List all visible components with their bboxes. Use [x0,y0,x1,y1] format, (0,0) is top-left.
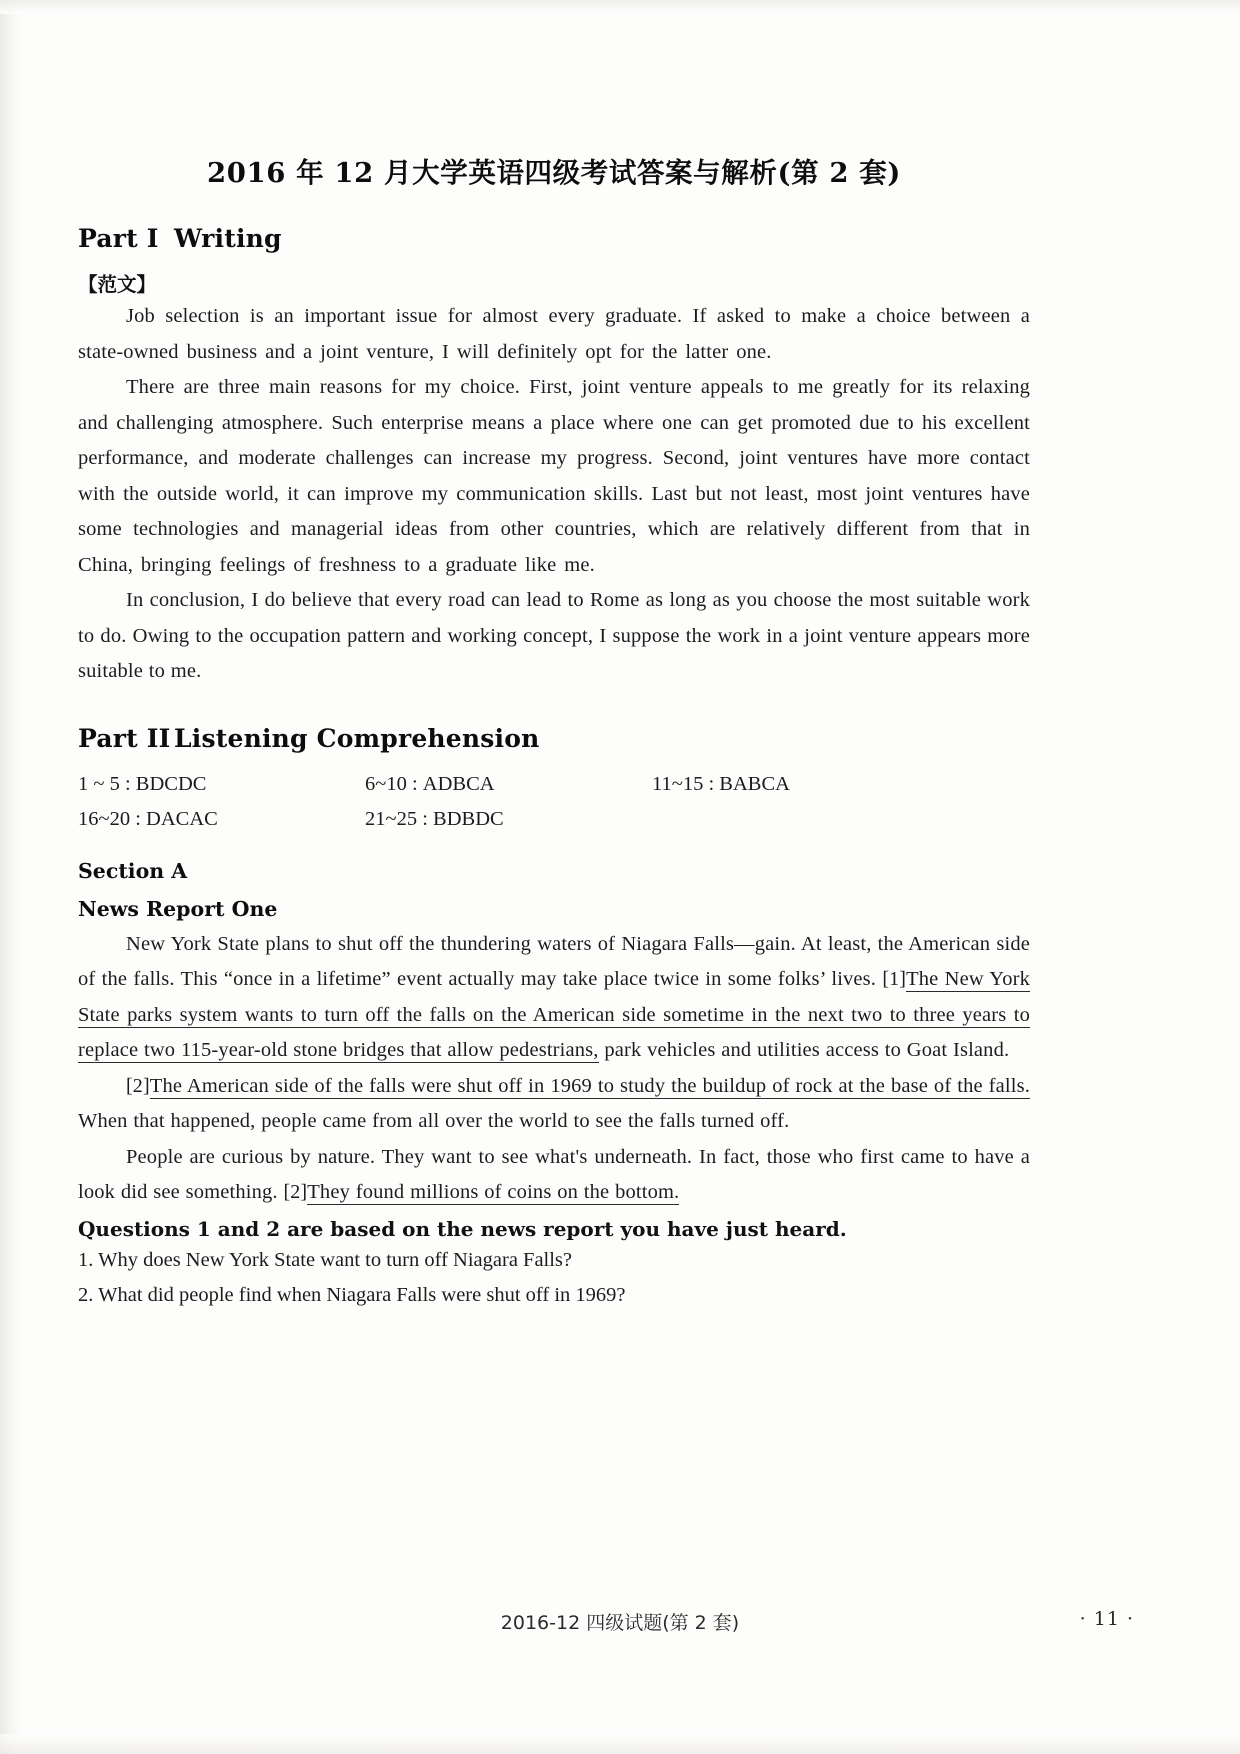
answer-letters: DACAC [146,807,218,830]
part-2-name: Listening Comprehension [174,723,540,753]
footer-page-number: · 11 · [1079,1608,1134,1630]
answer-separator: : [135,807,141,830]
paragraph-lead-text: New York State plans to shut off the thundering waters of Niagara Falls—gain. At least, the American side of the falls. This “once in a lifetime” event actually may take place twice in some folks’ lives. [78,932,1030,990]
answer-letters: BABCA [719,772,790,795]
answer-range: 21~25 [365,807,418,830]
page-content [78,0,1030,1313]
page-title: 2016 年 12 月大学英语四级考试答案与解析(第 2 套) [207,157,901,189]
questions-lead-in: Questions 1 and 2 are based on the news report you have just heard. [78,1216,847,1241]
news-report-one-heading: News Report One [78,896,278,921]
underlined-answer-span: The American side of the falls were shut off in 1969 to study the buildup of rock at the base of the falls. [149,1074,1030,1097]
scan-edge-bottom [0,1734,1240,1754]
answer-key-row [78,767,1030,802]
paragraph-lead-text: People are curious by nature. They want to see what's underneath. In fact, those who first came to have a look did see something. [78,1145,1030,1203]
essay-paragraph-2: There are three main reasons for my choice. First, joint venture appeals to me greatly for its relaxing and challenging atmosphere. Such enterprise means a place where one can get promoted due to his excellent performance, and moderate challenges can increase my progress. Second, joint ventures have more contact with the outside world, it can improve my communication skills. Last but not least, most joint ventures have some technologies and managerial ideas from other countries, which are relatively different from that in China, bringing feelings of freshness to a graduate like me. [78,376,1030,576]
answer-group [78,802,365,837]
question-marker-1: [1] [882,968,907,990]
question-item: 1. Why does New York State want to turn off Niagara Falls? [78,1248,573,1271]
answer-range: 1 ~ 5 [78,772,120,795]
answer-group [78,767,365,802]
essay-paragraph-3: In conclusion, I do believe that every road can lead to Rome as long as you choose the most suitable work to do. Owing to the occupation pattern and working concept, I suppose the work in a joint venture appears more suitable to me. [78,589,1030,682]
scan-edge-left [0,0,26,1754]
page-footer [78,1608,1162,1642]
news-report-paragraph-1 [78,927,1030,1069]
answer-letters: BDBDC [433,807,504,830]
answer-key-row [78,802,1030,837]
answer-letters: ADBCA [422,772,495,795]
question-marker-2: [2] [126,1074,150,1097]
news-report-paragraph-3 [78,1140,1030,1211]
news-report-paragraph-2 [78,1069,1030,1140]
answer-separator: : [422,807,428,830]
question-marker-2: [2] [283,1181,308,1203]
part-2-heading [78,724,1030,753]
footer-exam-label: 2016-12 四级试题(第 2 套) [500,1612,740,1634]
answer-group [652,767,790,802]
answer-range: 11~15 [652,772,704,795]
part-1-name: Writing [174,224,282,253]
answer-separator: : [411,772,418,795]
essay-paragraph-1: Job selection is an important issue for almost every graduate. If asked to make a choice between a state-owned business and a joint venture, I will definitely opt for the latter one. [78,305,1030,363]
underlined-answer-span: The New York State parks system wants to turn off the falls on the American side sometime in the next two to three years to replace two 115-year-old stone bridges that allow pedestrians, [78,968,1030,1061]
answer-group [365,767,652,802]
listening-answer-key [78,767,1030,837]
answer-range: 6~10 [365,772,407,795]
paragraph-tail-text: park vehicles and utilities access to Goat Island. [598,1039,1010,1061]
underlined-answer-span: They found millions of coins on the bottom. [307,1181,680,1203]
part-1-heading [78,224,1030,253]
part-2-label: Part II [78,723,171,753]
answer-separator: : [124,772,131,795]
answer-range: 16~20 [78,807,131,830]
section-a-heading: Section A [78,858,188,883]
answer-letters: BDCDC [135,772,207,795]
answer-group [365,802,504,837]
part-1-label: Part I [78,224,159,253]
answer-separator: : [708,772,715,795]
paragraph-tail-text: When that happened, people came from all over the world to see the falls turned off. [78,1110,790,1132]
sample-essay-tag: 【范文】 [78,273,157,296]
question-item: 2. What did people find when Niagara Falls were shut off in 1969? [78,1283,626,1306]
